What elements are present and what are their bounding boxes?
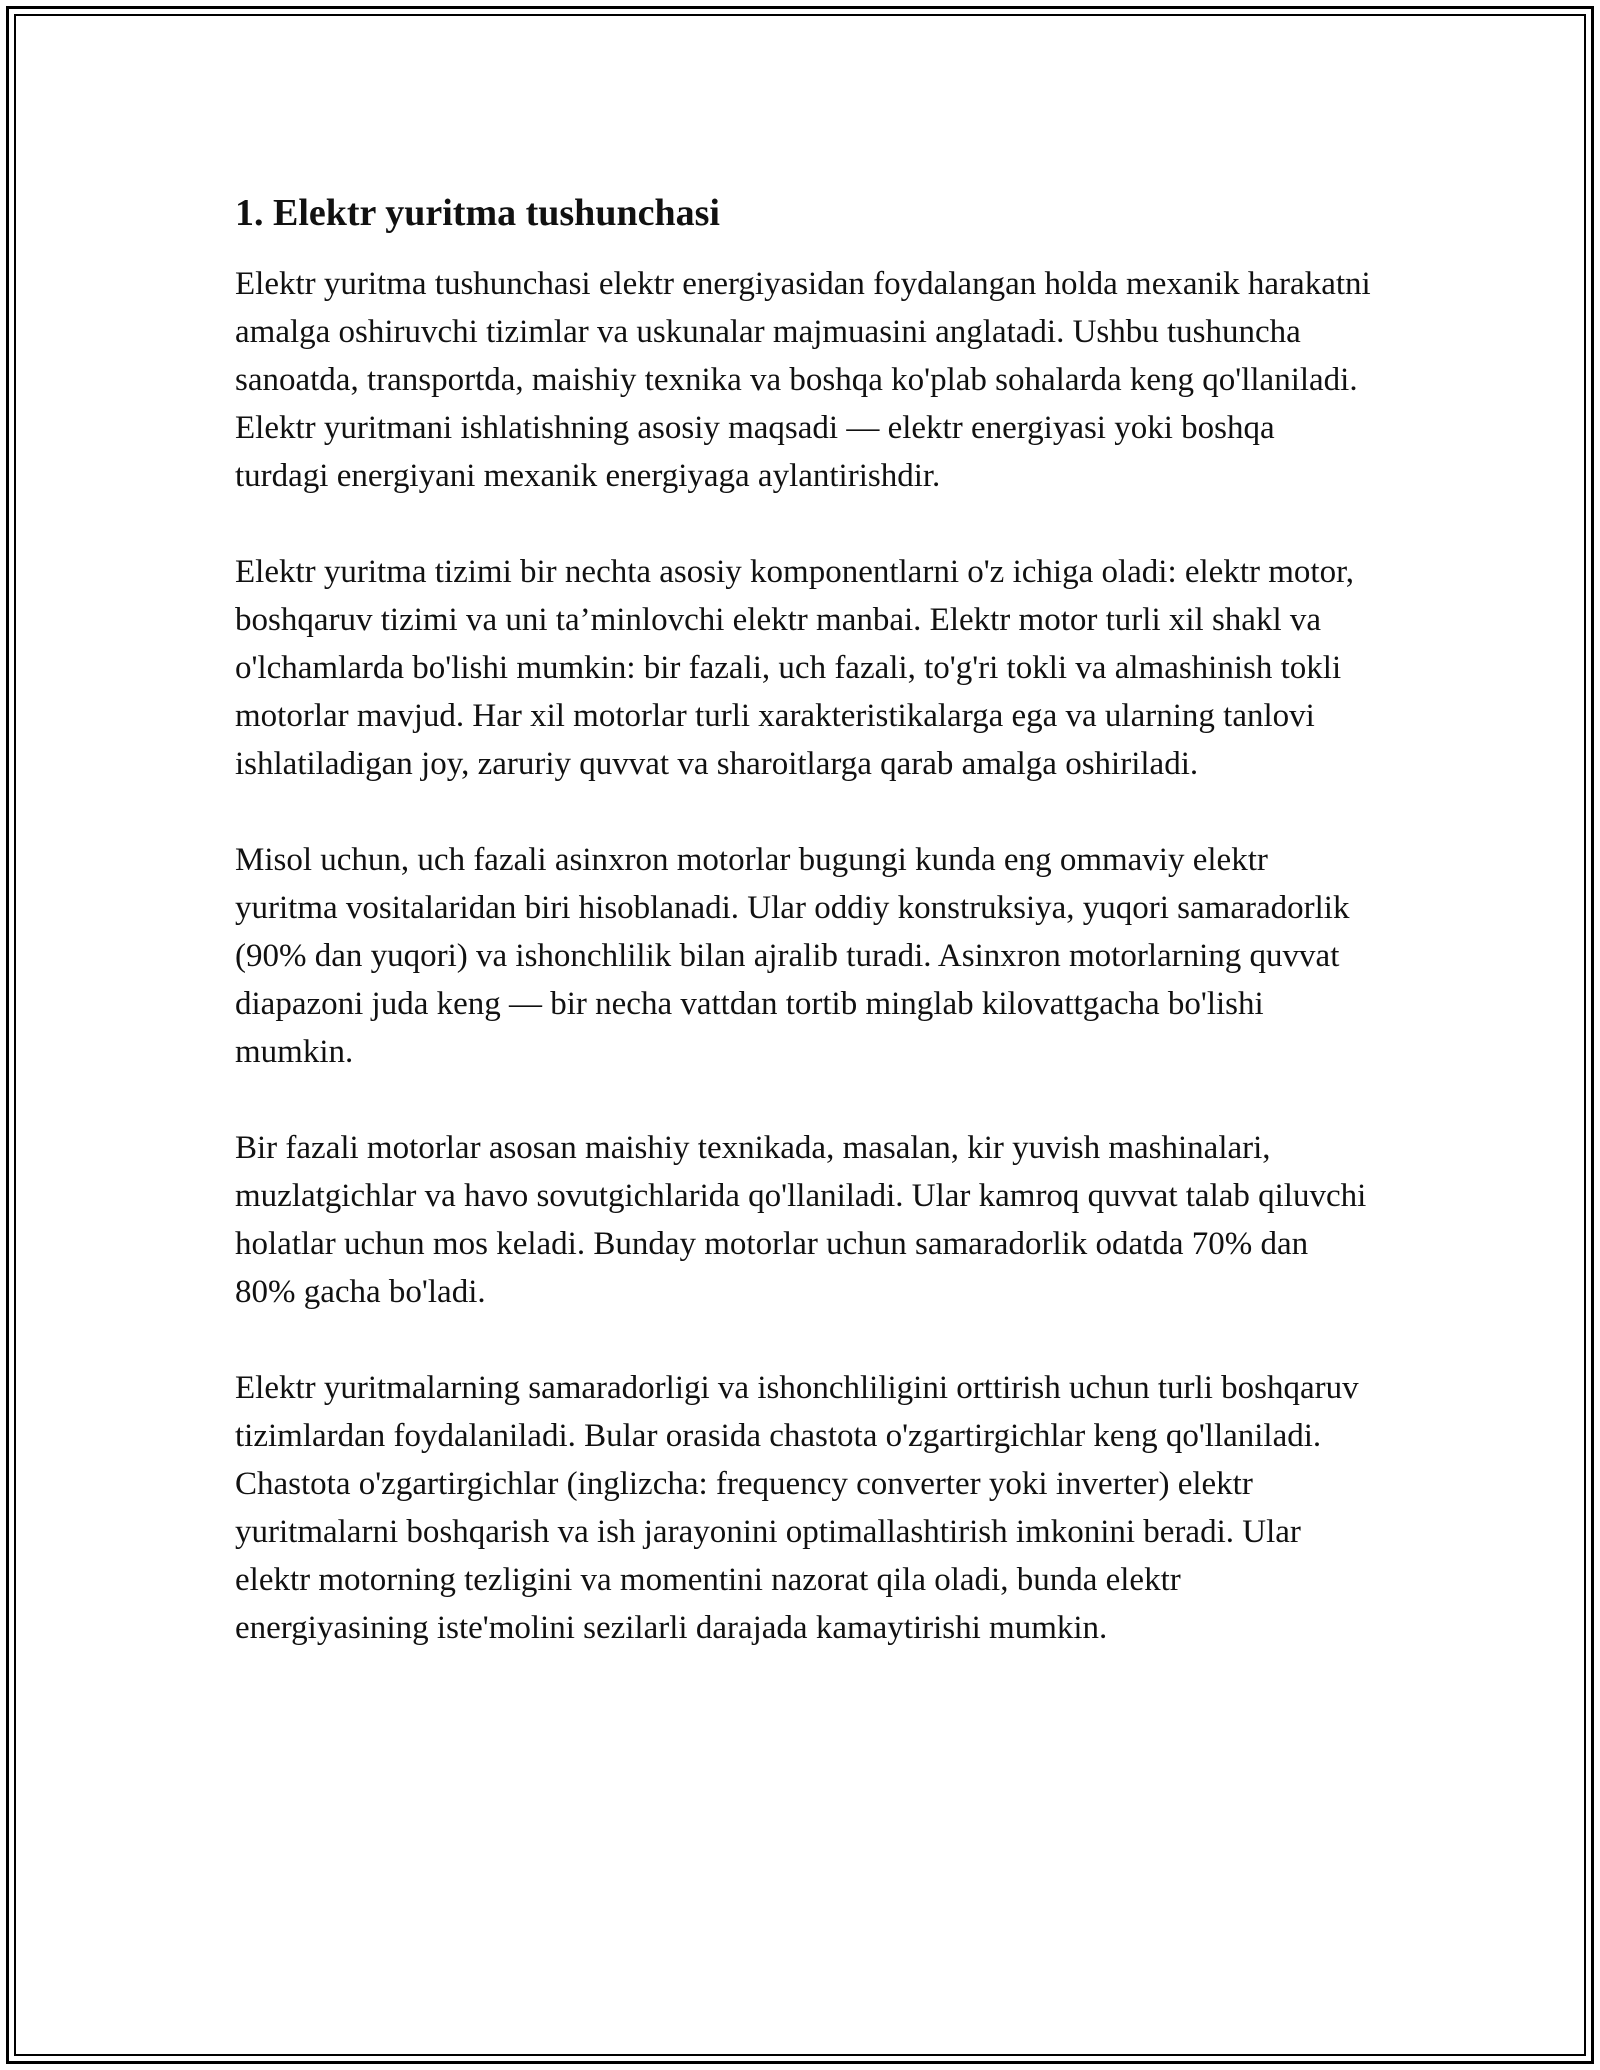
paragraph-2: Elektr yuritma tizimi bir nechta asosiy komponentlarni o'z ichiga oladi: elektr motor, boshqaruv tizimi va uni ta’minlovchi elektr manbai. Elektr motor turli xil shakl va o'lchamlarda bo'lishi mumkin: bir fazali, uch fazali, to'g'ri tokli va almashinish tokli motorlar mavjud. Har xil motorlar turli xarakteristikalarga ega va ularning tanlovi ishlatiladigan joy, zaruriy quvvat va sharoitlarga qarab amalga oshiriladi. bbox=[235, 554, 1354, 782]
document-body bbox=[235, 188, 1375, 1700]
section-heading: 1. Elektr yuritma tushunchasi bbox=[235, 192, 720, 234]
paragraph-1: Elektr yuritma tushunchasi elektr energiyasidan foydalangan holda mexanik harakatni amalga oshiruvchi tizimlar va uskunalar majmuasini anglatadi. Ushbu tushuncha sanoatda, transportda, maishiy texnika va boshqa ko'plab sohalarda keng qo'llaniladi. Elektr yuritmani ishlatishning asosiy maqsadi — elektr energiyasi yoki boshqa turdagi energiyani mexanik energiyaga aylantirishdir. bbox=[235, 266, 1371, 494]
paragraph-5: Elektr yuritmalarning samaradorligi va ishonchliligini orttirish uchun turli boshqaruv tizimlardan foydalaniladi. Bular orasida chastota o'zgartirgichlar keng qo'llaniladi. Chastota o'zgartirgichlar (inglizcha: frequency converter yoki inverter) elektr yuritmalarni boshqarish va ish jarayonini optimallashtirish imkonini beradi. Ular elektr motorning tezligini va momentini nazorat qila oladi, bunda elektr energiyasining iste'molini sezilarli darajada kamaytirishi mumkin. bbox=[235, 1370, 1359, 1646]
paragraph-4: Bir fazali motorlar asosan maishiy texnikada, masalan, kir yuvish mashinalari, muzlatgichlar va havo sovutgichlarida qo'llaniladi. Ular kamroq quvvat talab qiluvchi holatlar uchun mos keladi. Bunday motorlar uchun samaradorlik odatda 70% dan 80% gacha bo'ladi. bbox=[235, 1130, 1367, 1310]
paragraph-3: Misol uchun, uch fazali asinxron motorlar bugungi kunda eng ommaviy elektr yuritma vositalaridan biri hisoblanadi. Ular oddiy konstruksiya, yuqori samaradorlik (90% dan yuqori) va ishonchlilik bilan ajralib turadi. Asinxron motorlarning quvvat diapazoni juda keng — bir necha vattdan tortib minglab kilovattgacha bo'lishi mumkin. bbox=[235, 842, 1350, 1070]
